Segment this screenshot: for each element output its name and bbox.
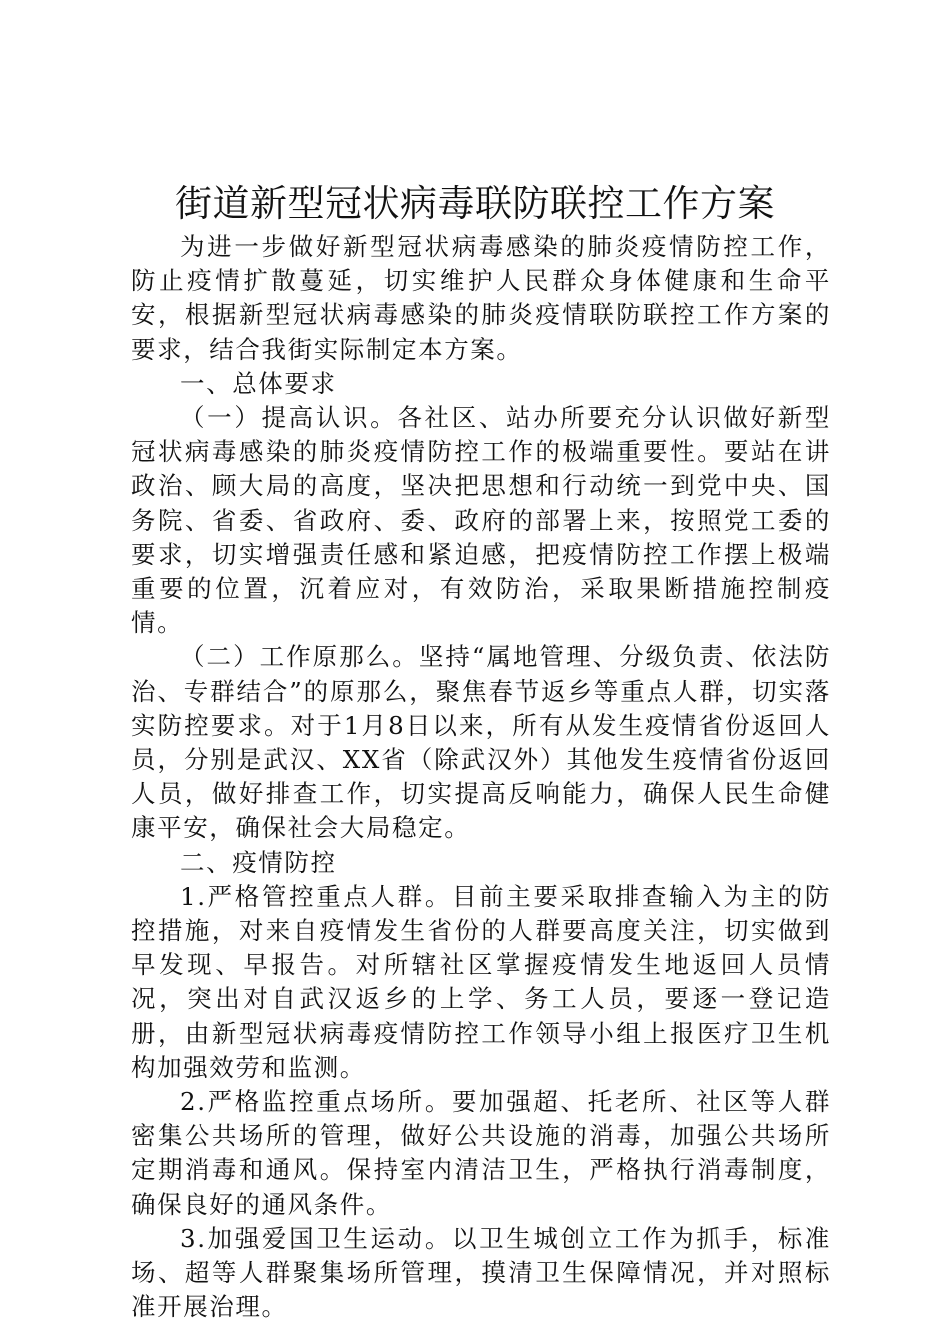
heading-epidemic-control: 二、疫情防控 — [180, 847, 337, 877]
paragraph-work-principles: （二）工作原那么。坚持“属地管理、分级负责、依法防治、专群结合”的原那么，聚焦春节返乡等重点人群，切实落实防控要求。对于1月8日以来，所有从发生疫情省份返回人员，分别是武汉、XX省（除武汉外）其他发生疫情省份返回人员，做好排查工作，切实提高反响能力，确保人民生命健康平安，确保社会大局稳定。 — [131, 642, 831, 843]
document-title: 街道新型冠状病毒联防联控工作方案 — [175, 182, 775, 225]
heading-general-requirements: 一、总体要求 — [180, 368, 337, 398]
paragraph-raise-awareness: （一）提高认识。各社区、站办所要充分认识做好新型冠状病毒感染的肺炎疫情防控工作的极端重要性。要站在讲政治、顾大局的高度，坚决把思想和行动统一到党中央、国务院、省委、省政府、委、政府的部署上来，按照党工委的要求，切实增强责任感和紧迫感，把疫情防控工作摆上极端重要的位置，沉着应对，有效防治，采取果断措施控制疫情。 — [131, 403, 831, 638]
paragraph-item-3: 3.加强爱国卫生运动。以卫生城创立工作为抓手，标准场、超等人群聚集场所管理，摸清卫生保障情况，并对照标准开展治理。 — [131, 1223, 831, 1322]
paragraph-item-1: 1.严格管控重点人群。目前主要采取排查输入为主的防控措施，对来自疫情发生省份的人群要高度关注，切实做到早发现、早报告。对所辖社区掌握疫情发生地返回人员情况，突出对自武汉返乡的上学、务工人员，要逐一登记造册，由新型冠状病毒疫情防控工作领导小组上报医疗卫生机构加强效劳和监测。 — [131, 881, 831, 1082]
paragraph-intro: 为进一步做好新型冠状病毒感染的肺炎疫情防控工作，防止疫情扩散蔓延，切实维护人民群众身体健康和生命平安，根据新型冠状病毒感染的肺炎疫情联防联控工作方案的要求，结合我街实际制定本方案。 — [131, 232, 831, 364]
paragraph-item-2: 2.严格监控重点场所。要加强超、托老所、社区等人群密集公共场所的管理，做好公共设施的消毒，加强公共场所定期消毒和通风。保持室内清洁卫生，严格执行消毒制度，确保良好的通风条件。 — [131, 1087, 831, 1219]
document-body — [131, 230, 831, 1325]
